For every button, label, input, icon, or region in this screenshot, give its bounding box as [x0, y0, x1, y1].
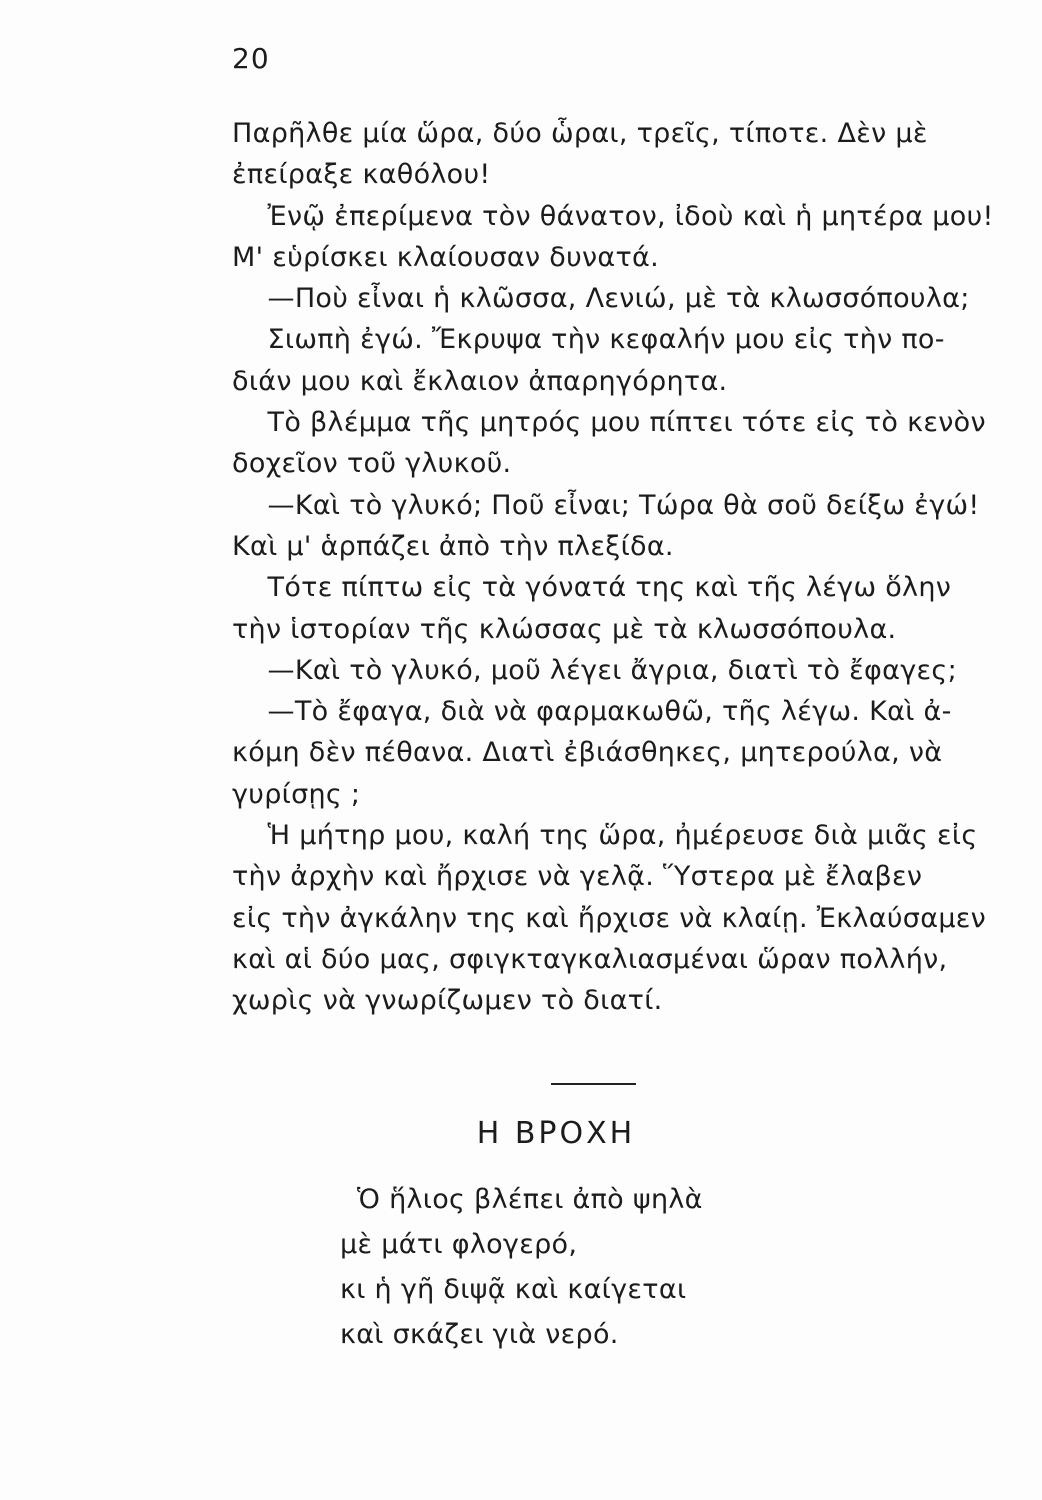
- prose-body: [232, 113, 1022, 1022]
- prose-line: διάν μου καὶ ἔκλαιον ἀπαρηγόρητα.: [232, 365, 728, 397]
- prose-line: καὶ αἱ δύο μας, σφιγκταγκαλιασμέναι ὥραν πολλήν,: [232, 943, 948, 975]
- prose-line: Ἡ μήτηρ μου, καλή της ὥρα, ἠμέρευσε διὰ μιᾶς εἰς: [232, 820, 978, 852]
- prose-line: Μ' εὑρίσκει κλαίουσαν δυνατά.: [232, 241, 660, 273]
- poem-title: Η ΒΡΟΧΗ: [476, 1116, 636, 1151]
- prose-line: Τότε πίπτω εἰς τὰ γόνατά της καὶ τῆς λέγω ὅλην: [232, 572, 952, 604]
- prose-line: εἰς τὴν ἀγκάλην της καὶ ἤρχισε νὰ κλαίῃ. Ἐκλαύσαμεν: [232, 902, 987, 934]
- page-number: 20: [232, 42, 270, 75]
- prose-line: —Ποὺ εἶναι ἡ κλῶσσα, Λενιώ, μὲ τὰ κλωσσόπουλα;: [232, 283, 970, 315]
- prose-line: Τὸ βλέμμα τῆς μητρός μου πίπτει τότε εἰς τὸ κενὸν: [232, 407, 986, 439]
- prose-line: ἐπείραξε καθόλου!: [232, 159, 491, 191]
- poem-verse: κι ἡ γῆ διψᾷ καὶ καίγεται: [340, 1274, 687, 1305]
- prose-line: —Καὶ τὸ γλυκό, μοῦ λέγει ἄγρια, διατὶ τὸ ἔφαγες;: [232, 654, 957, 686]
- prose-line: τὴν ἱστορίαν τῆς κλώσσας μὲ τὰ κλωσσόπουλα.: [232, 613, 897, 645]
- poem-verse: Ὁ ἥλιος βλέπει ἀπὸ ψηλὰ: [357, 1184, 703, 1215]
- prose-line: Σιωπὴ ἐγώ. Ἔκρυψα τὴν κεφαλήν μου εἰς τὴν πο-: [232, 324, 945, 356]
- prose-line: κόμη δὲν πέθανα. Διατὶ ἐβιάσθηκες, μητερούλα, νὰ: [232, 737, 943, 769]
- prose-line: γυρίσῃς ;: [232, 778, 361, 810]
- poem-body: [340, 1177, 840, 1357]
- poem-verse: καὶ σκάζει γιὰ νερό.: [340, 1319, 619, 1350]
- prose-line: Παρῆλθε μία ὥρα, δύο ὧραι, τρεῖς, τίποτε. Δὲν μὲ: [232, 118, 928, 149]
- prose-line: χωρὶς νὰ γνωρίζωμεν τὸ διατί.: [232, 985, 663, 1017]
- prose-line: τὴν ἀρχὴν καὶ ἤρχισε νὰ γελᾷ. Ὕστερα μὲ ἔλαβεν: [232, 861, 923, 893]
- section-divider: [551, 1083, 636, 1085]
- prose-line: Καὶ μ' ἁρπάζει ἀπὸ τὴν πλεξίδα.: [232, 530, 674, 562]
- poem-verse: μὲ μάτι φλογερό,: [340, 1229, 578, 1260]
- prose-line: —Τὸ ἔφαγα, διὰ νὰ φαρμακωθῶ, τῆς λέγω. Καὶ ἀ-: [232, 696, 952, 728]
- prose-line: Ἐνῷ ἐπερίμενα τὸν θάνατον, ἰδοὺ καὶ ἡ μητέρα μου!: [232, 200, 994, 232]
- prose-line: —Καὶ τὸ γλυκό; Ποῦ εἶναι; Τώρα θὰ σοῦ δείξω ἐγώ!: [232, 489, 980, 521]
- prose-line: δοχεῖον τοῦ γλυκοῦ.: [232, 448, 512, 480]
